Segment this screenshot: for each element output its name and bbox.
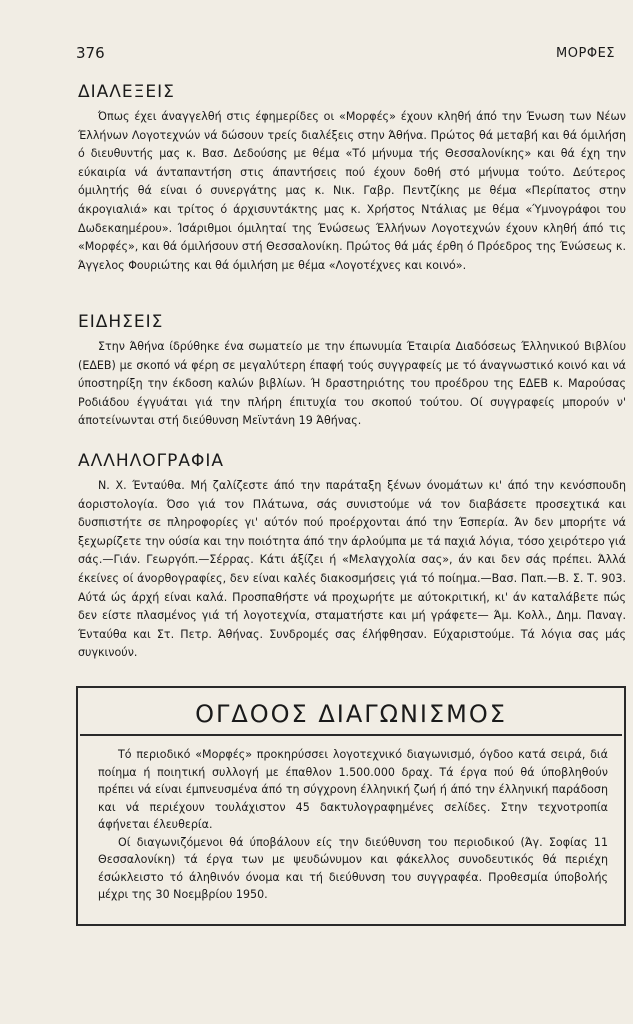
running-title: ΜΟΡΦΕΣ — [556, 46, 615, 61]
contest-announcement-box — [76, 686, 626, 926]
section-title: ΕΙΔΗΣΕΙΣ — [78, 312, 164, 332]
section-paragraph: Όπως έχει άναγγελθή στις έφημερίδες οι «Μορφές» έχουν κληθή άπό την Ένωση των Νέων Έλλήνων Λογοτεχνών νά δώσουν τρείς διαλέξεις στην Άθήνα. Πρώτος θά μεταβή και θά όμιλήση ό διευθυντής μας κ. Βασ. Δεδούσης με θέμα «Τό μήνυμα τής Θεσσαλονίκης» και θά έχη την εύκαιρία νά άνταπαντήση στις άπαντήσεις πού έχουν δοθή στό μήνυμα τούτο. Δεύτερος όμιλητής θά είναι ό συνεργάτης μας κ. Νικ. Γαβρ. Πεντζίκης με θέμα «Περίπατος στην άκρογιαλιά» και τρίτος ό άρχισυντάκτης μας κ. Χρήστος Ντάλιας με θέμα «Ύμνογράφοι του Δωδεκαημέρου». Ίσάριθμοι όμιληταί της Ένώσεως Έλλήνων Λογοτεχνών έχουν κληθή άπό τις «Μορφές», και θά όμιλήσουν στή Θεσσαλονίκη. Πρώτος θά μάς έρθη ό Πρόεδρος της Ένώσεως κ. Άγγελος Φουριώτης και θά όμιλήση με θέμα «Λογοτέχνες και κοινό». — [78, 110, 626, 272]
section-paragraph: Στην Άθήνα ίδρύθηκε ένα σωματείο με την έπωνυμία Έταιρία Διαδόσεως Έλληνικού Βιβλίου (ΕΔΕΒ) με σκοπό νά φέρη σε μεγαλύτερη έπαφή τούς συγγραφείς με τό άναγνωστικό κοινό και νά ύποστηρίξη την έκδοση καλών βιβλίων. Ή δραστηριότης του προέδρου της ΕΔΕΒ κ. Μαρούσας Ροδιάδου έγγυάται γιά την πλήρη έπιτυχία του σκοπού τούτου. Οί συγγραφείς μπορούν ν' άποτείνωνται στή διεύθυνση Μεϊντάνη 19 Άθήνας. — [78, 340, 626, 428]
section-correspondence — [78, 451, 626, 663]
section-paragraph: Ν. Χ. Ένταύθα. Μή ζαλίζεστε άπό την παράταξη ξένων όνομάτων κι' άπό την κενόσπουδη άοριστολογία. Όσο γιά τον Πλάτωνα, σάς συνιστούμε νά τον διαβάσετε προσεχτικά και δυσπιστήτε σε πληροφορίες γι' αύτόν πού προέρχονται άπό την Έσπερία. Άν δεν μπορήτε νά ξεχωρίζετε την ούσία και την ποιότητα άπό την άρλούμπα με τά παχιά λόγια, τόσο χειρότερο γιά σάς.—Γιάν. Γεωργόπ.—Σέρρας. Κάτι άξίζει ή «Μελαγχολία σας», άν και δεν σάς πρέπει. Άλλά έκείνες οί άνορθογραφίες, δεν είναι καλές διακοσμήσεις γιά τό ποίημα.—Βασ. Παπ.—Β. Σ. Τ. 903. Αύτά ώς άρχή είναι καλά. Προσπαθήστε νά προχωρήτε με αύτοκριτική, κι' άν καταλάβετε πώς δεν είστε πλασμένος γιά τή λογοτεχνία, σταματήστε και μή γράφετε— Άμ. Κολλ., Δημ. Παναγ. Ένταύθα και Στ. Πετρ. Άθήνας. Συνδρομές σας έλήφθησαν. Εύχαριστούμε. Τά λόγια σας μάς συγκινούν. — [78, 479, 626, 660]
page-number: 376 — [76, 44, 105, 62]
section-title: ΔΙΑΛΕΞΕΙΣ — [78, 82, 175, 102]
contest-paragraph: Οί διαγωνιζόμενοι θά ύποβάλουν είς την διεύθυνση του περιοδικού (Άγ. Σοφίας 11 Θεσσαλονίκη) τά έργα των με ψευδώνυμον και φάκελλος συνοδευτικός θά περιέχη έσώκλειστο τό άληθινόν όνομα και τή διεύθυνση του συγγραφέα. Προθεσμία ύποβολής μέχρι της 30 Νοεμβρίου 1950. — [98, 835, 608, 901]
section-lectures — [78, 82, 626, 275]
section-news — [78, 312, 626, 431]
contest-title: ΟΓΔΟΟΣ ΔΙΑΓΩΝΙΣΜΟΣ — [80, 700, 622, 736]
contest-paragraph: Τό περιοδικό «Μορφές» προκηρύσσει λογοτεχνικό διαγωνισμό, όγδοο κατά σειρά, διά ποίημα ή ποιητική συλλογή με έπαθλον 1.500.000 δραχ. Τά έργα πού θά ύποβληθούν πρέπει νά είναι έμπνευσμένα άπό τη σύγχρονη έλληνική ζωή ή άπό την έλληνική παράδοση και νά περιέχουν τουλάχιστον 45 δακτυλογραφημένες σελίδες. Στην τεχνοτροπία άφήνεται έλευθερία. — [98, 748, 608, 831]
section-title: ΑΛΛΗΛΟΓΡΑΦΙΑ — [78, 451, 225, 471]
